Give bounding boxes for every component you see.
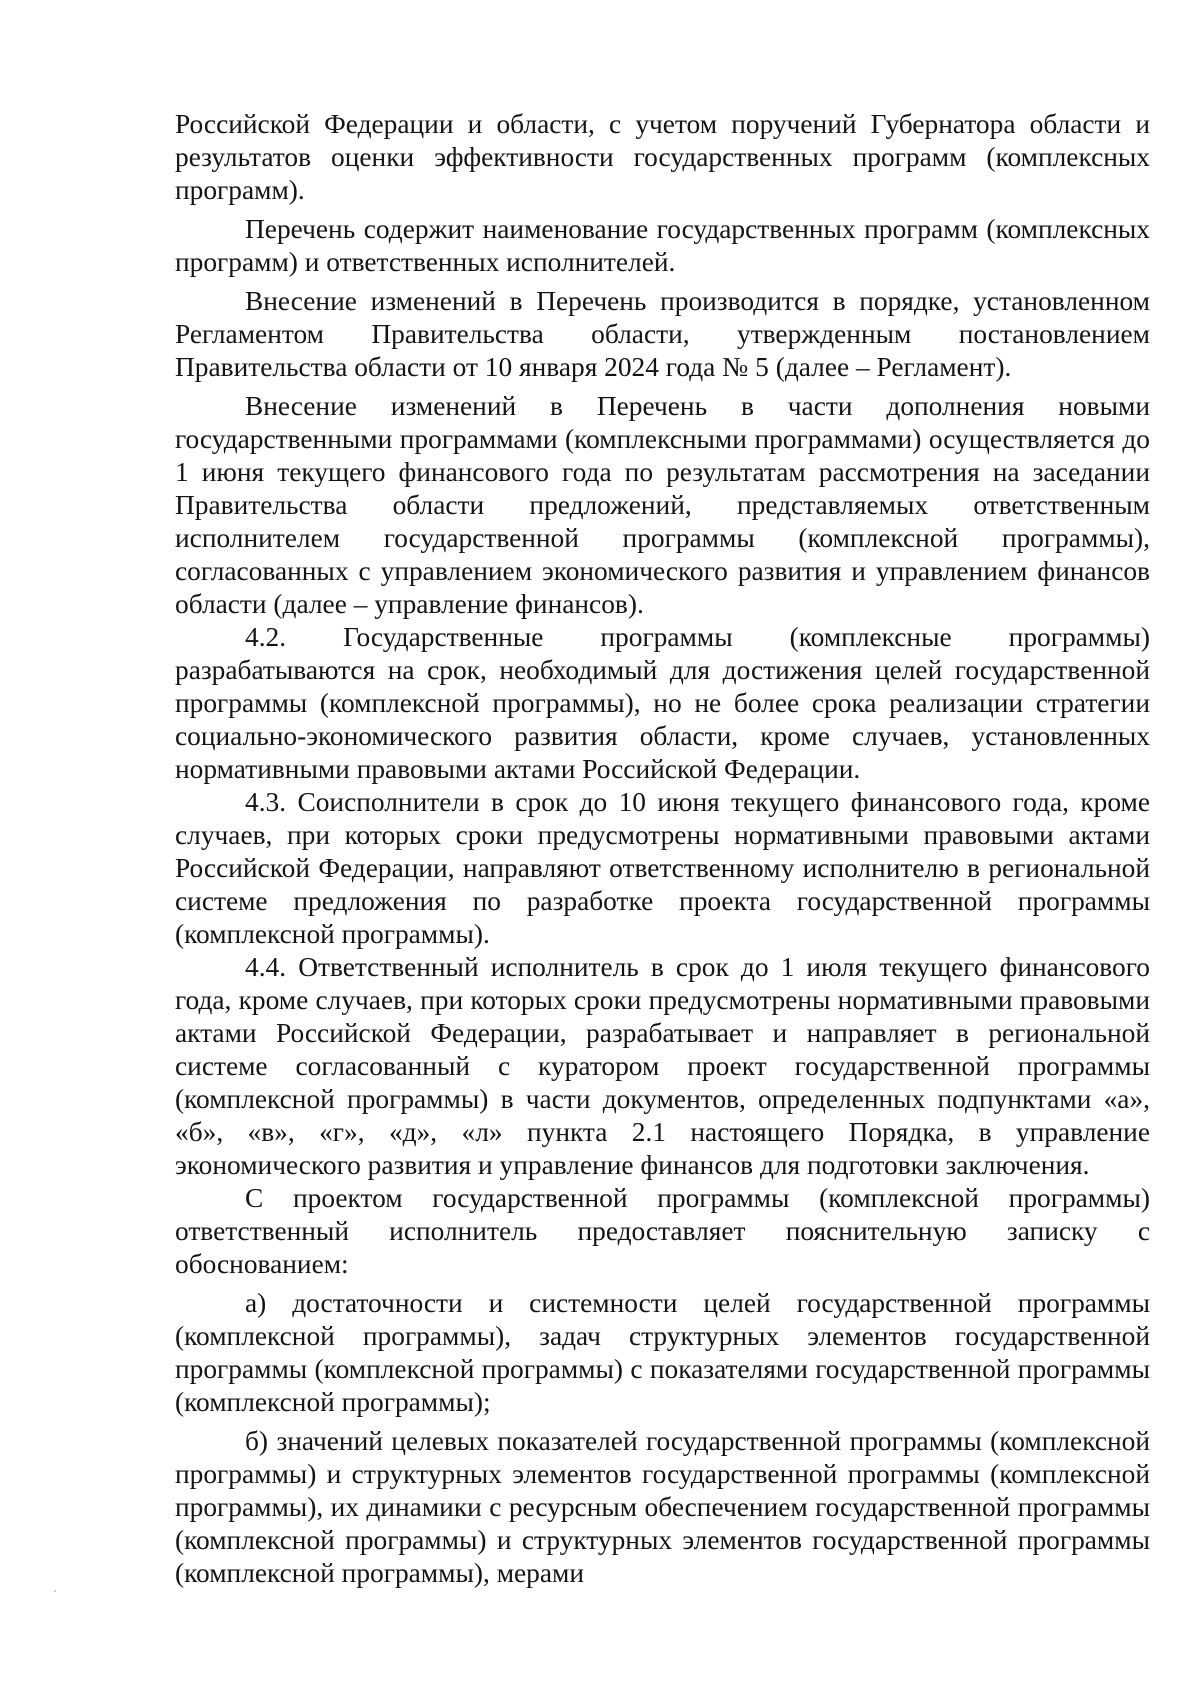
paragraph-4-4: 4.4. Ответственный исполнитель в срок до 1 июля текущего финансового года, кроме случаев, при которых сроки предусмотрены нормативными правовыми актами Российской Федерации, разрабатывает и направляет в региональной системе согласованный с куратором проект государственной программы (комплексной программы) в части документов, определенных подпунктами «а», «б», «в», «г», «д», «л» пункта 2.1 настоящего Порядка, в управление экономического развития и управление финансов для подготовки заключения. — [175, 952, 1150, 1180]
paragraph-continuation: Российской Федерации и области, с учетом поручений Губернатора области и результатов оценки эффективности государственных программ (комплексных программ). — [175, 109, 1150, 205]
paragraph-4-3: 4.3. Соисполнители в срок до 10 июня текущего финансового года, кроме случаев, при которых сроки предусмотрены нормативными правовыми актами Российской Федерации, направляют ответственному исполнителю в региональной системе предложения по разработке проекта государственной программы (комплексной программы). — [175, 787, 1150, 949]
paragraph-explanatory-note: С проектом государственной программы (комплексной программы) ответственный исполнитель предоставляет пояснительную записку с обоснованием: — [175, 1183, 1150, 1279]
list-item-a: а) достаточности и системности целей государственной программы (комплексной программы), задач структурных элементов государственной программы (комплексной программы) с показателями государственной программы (комплексной программы); — [175, 1288, 1150, 1417]
paragraph-4-2: 4.2. Государственные программы (комплексные программы) разрабатываются на срок, необходимый для достижения целей государственной программы (комплексной программы), но не более срока реализации стратегии социально-экономического развития области, кроме случаев, установленных нормативными правовыми актами Российской Федерации. — [175, 622, 1150, 784]
list-item-b: б) значений целевых показателей государственной программы (комплексной программы) и структурных элементов государственной программы (комплексной программы), их динамики с ресурсным обеспечением государственной программы (комплексной программы) и структурных элементов государственной программы (комплексной программы), мерами — [175, 1426, 1150, 1588]
paragraph-list-amendments: Внесение изменений в Перечень производится в порядке, установленном Регламентом Правительства области, утвержденным постановлением Правительства области от 10 января 2024 года № 5 (далее – Регламент). — [175, 286, 1150, 382]
document-page — [175, 108, 1150, 1590]
scan-speck — [54, 1590, 56, 1592]
paragraph-new-programs: Внесение изменений в Перечень в части дополнения новыми государственными программами (комплексными программами) осуществляется до 1 июня текущего финансового года по результатам рассмотрения на заседании Правительства области предложений, представляемых ответственным исполнителем государственной программы (комплексной программы), согласованных с управлением экономического развития и управлением финансов области (далее – управление финансов). — [175, 391, 1150, 619]
paragraph-list-contents: Перечень содержит наименование государственных программ (комплексных программ) и ответственных исполнителей. — [175, 214, 1150, 277]
